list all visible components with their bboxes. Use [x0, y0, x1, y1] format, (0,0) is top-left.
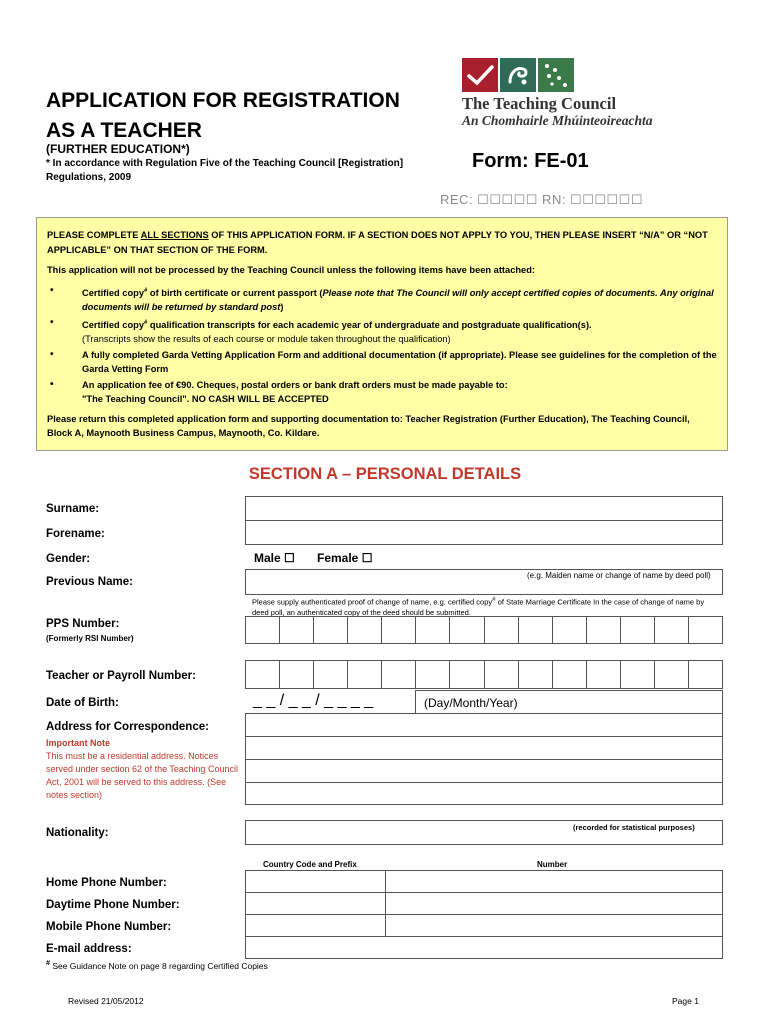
- form-title: [46, 86, 466, 146]
- surname-field[interactable]: [245, 496, 723, 521]
- stars-logo-icon: [538, 58, 574, 92]
- bullet-icon: •: [50, 348, 54, 360]
- dob-label: Date of Birth:: [46, 697, 119, 709]
- email-field[interactable]: [245, 936, 723, 959]
- pps-label: PPS Number:: [46, 618, 120, 630]
- important-note-title: Important Note: [46, 738, 110, 748]
- daytime-phone-country-code-field[interactable]: [245, 892, 386, 915]
- checkmark-logo-icon: [462, 58, 498, 92]
- payroll-label: Teacher or Payroll Number:: [46, 670, 196, 682]
- surname-label: Surname:: [46, 503, 100, 515]
- org-name-irish: An Chomhairle Mhúinteoireachta: [462, 113, 653, 128]
- form-code: Form: FE-01: [472, 150, 589, 172]
- title-line-1: APPLICATION FOR REGISTRATION: [46, 89, 400, 112]
- swan-logo-icon: [500, 58, 536, 92]
- home-phone-label: Home Phone Number:: [46, 877, 167, 889]
- section-a-title: SECTION A – PERSONAL DETAILS: [248, 465, 522, 483]
- forename-label: Forename:: [46, 528, 105, 540]
- nationality-label: Nationality:: [46, 827, 109, 839]
- pps-number-field[interactable]: [245, 616, 723, 644]
- regulation-note: * In accordance with Regulation Five of the Teaching Council [Registration] Regulations, 2009: [46, 158, 404, 183]
- instructions-box: [36, 217, 728, 451]
- payroll-number-field[interactable]: [245, 660, 723, 689]
- required-items-list: [47, 284, 717, 407]
- previous-name-label: Previous Name:: [46, 576, 133, 588]
- guidance-note: # See Guidance Note on page 8 regarding Certified Copies: [46, 959, 268, 971]
- previous-name-hint: (e.g. Maiden name or change of name by deed poll): [527, 571, 711, 580]
- gender-label: Gender:: [46, 553, 91, 565]
- pps-sublabel: (Formerly RSI Number): [46, 634, 134, 643]
- processing-note: This application will not be processed by the Teaching Council unless the following items have been attached:: [47, 265, 535, 275]
- address-line-divider: [245, 736, 723, 737]
- home-phone-country-code-field[interactable]: [245, 870, 386, 893]
- form-subtitle: (FURTHER EDUCATION*): [46, 142, 190, 156]
- dob-input[interactable]: _ _ / _ _ / _ _ _ _: [253, 692, 374, 709]
- mobile-phone-label: Mobile Phone Number:: [46, 921, 172, 933]
- dob-format: (Day/Month/Year): [424, 696, 518, 710]
- list-item: • A fully completed Garda Vetting Application Form and additional documentation (if appropriate). Please see guidelines for the completion of the Garda Vetting Form: [50, 348, 717, 375]
- nationality-hint: (recorded for statistical purposes): [573, 823, 695, 832]
- bullet-icon: •: [50, 378, 54, 390]
- important-note-text: This must be a residential address. Notices served under section 62 of the Teaching Council Act, 2001 will be served to this address. (See notes section): [46, 751, 238, 800]
- mobile-phone-number-field[interactable]: [385, 914, 723, 937]
- country-code-header: Country Code and Prefix: [263, 860, 357, 869]
- mobile-phone-country-code-field[interactable]: [245, 914, 386, 937]
- title-line-2: AS A TEACHER: [46, 119, 202, 142]
- important-note: [46, 737, 246, 802]
- org-name-english: The Teaching Council: [462, 94, 617, 113]
- address-label: Address for Correspondence:: [46, 721, 209, 733]
- bullet-icon: •: [50, 316, 54, 328]
- daytime-phone-label: Daytime Phone Number:: [46, 899, 180, 911]
- daytime-phone-number-field[interactable]: [385, 892, 723, 915]
- gender-male-checkbox[interactable]: Male ☐: [254, 551, 295, 565]
- teaching-council-logo: [462, 58, 578, 92]
- revision-date: Revised 21/05/2012: [68, 996, 144, 1006]
- list-item: • Certified copy# qualification transcripts for each academic year of undergraduate and postgraduate qualification(s). (Transcripts show the results of each course or module taken throughout the qualification): [50, 316, 592, 345]
- instructions-intro: PLEASE COMPLETE ALL SECTIONS OF THIS APPLICATION FORM. IF A SECTION DOES NOT APPLY TO YOU, THEN PLEASE INSERT “N/A” OR “NOT APPLICABLE” ON THAT SECTION OF THE FORM.: [47, 230, 708, 255]
- list-item: • Certified copy# of birth certificate or current passport (Please note that The Council will only accept certified copies of documents. Any original documents will be returned by standard post): [50, 284, 714, 313]
- home-phone-number-field[interactable]: [385, 870, 723, 893]
- return-note: Please return this completed application form and supporting documentation to: Teacher Registration (Further Education), The Teaching Council, Block A, Maynooth Business Campus, Maynooth, Co. Kildare.: [47, 413, 690, 439]
- page-number: Page 1: [672, 996, 699, 1006]
- list-item: • An application fee of €90. Cheques, postal orders or bank draft orders must be made payable to: "The Teaching Council". NO CASH WILL BE ACCEPTED: [50, 378, 508, 405]
- gender-female-checkbox[interactable]: Female ☐: [317, 551, 373, 565]
- forename-field[interactable]: [245, 520, 723, 545]
- address-line-divider: [245, 782, 723, 783]
- address-line-divider: [245, 759, 723, 760]
- email-label: E-mail address:: [46, 943, 132, 955]
- number-header: Number: [537, 860, 568, 869]
- office-use-rec-rn: REC: ☐☐☐☐☐ RN: ☐☐☐☐☐☐: [440, 192, 643, 207]
- bullet-icon: •: [50, 284, 54, 296]
- previous-name-proof-note: Please supply authenticated proof of change of name, e.g. certified copy# of State Marriage Certificate In the case of change of name by deed poll, an authenticated copy of the deed should be submitted.: [252, 596, 705, 617]
